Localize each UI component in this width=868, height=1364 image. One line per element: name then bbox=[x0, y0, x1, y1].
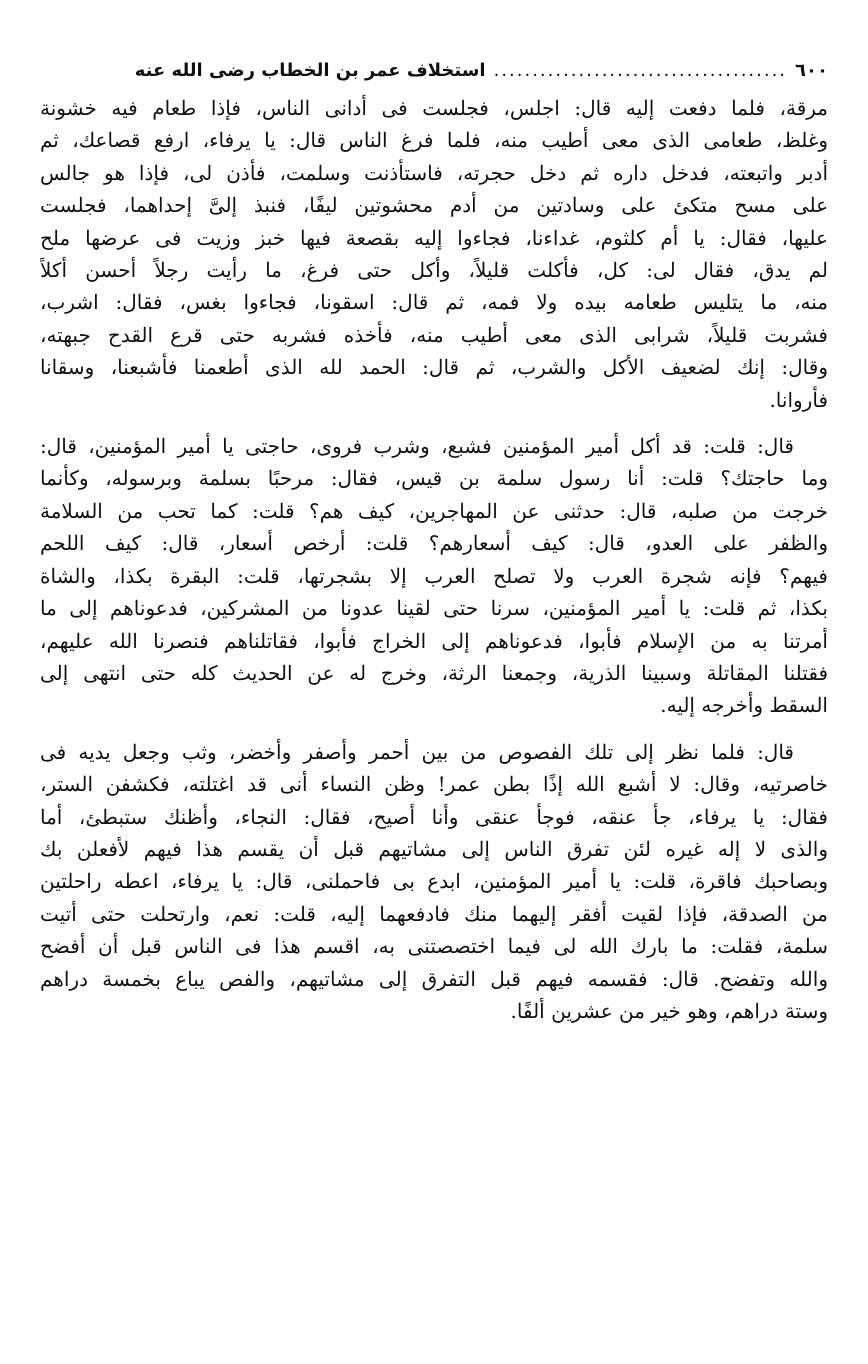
text-line: فأروانا. bbox=[769, 387, 828, 412]
page-body bbox=[40, 92, 828, 1027]
text-line: أدبر واتبعته، فدخل داره ثم دخل حجرته، فاستأذنت وسلمت، فأذن لى، فإذا هو جالس bbox=[40, 160, 828, 185]
text-line: فقال: يا يرفاء، جأ عنقه، فوجأ عنقى وأنا أصيح، فقال: النجاء، وأظنك ستبطئ، أما bbox=[40, 804, 828, 829]
text-line: وغلظ، طعامى الذى معى أطيب منه، فلما فرغ الناس قال: يا يرفاء، ارفع قصاعك، ثم bbox=[40, 128, 828, 153]
text-line: قال: فلما نظر إلى تلك الفصوص من بين أحمر وأصفر وأخضر، وثب وجعل يديه فى bbox=[40, 739, 794, 764]
text-line: وبصاحبك فاقرة، قلت: يا أمير المؤمنين، ابدع بى فاحملنى، قال: يا يرفاء، اعطه راحلتين bbox=[40, 869, 828, 894]
text-line: قال: قلت: قد أكل أمير المؤمنين فشبع، وشرب فروى، حاجتى يا أمير المؤمنين، قال: bbox=[40, 434, 794, 459]
header-leader-dots: ...................................... bbox=[493, 60, 788, 81]
text-line: وقال: إنك لضعيف الأكل والشرب، ثم قال: الحمد لله الذى أطعمنا فأشبعنا، وسقانا bbox=[40, 355, 828, 380]
text-line: والله وتفضح. قال: فقسمه فيهم قبل التفرق إلى مشاتيهم، والفص يباع بخمسة دراهم bbox=[40, 966, 828, 991]
paragraph-1 bbox=[40, 92, 828, 416]
text-line: مرقة، فلما دفعت إليه قال: اجلس، فجلست فى أدانى الناس، فإذا طعام فيه خشونة bbox=[40, 96, 828, 120]
paragraph-2 bbox=[40, 430, 828, 722]
text-line: فيهم؟ فإنه شجرة العرب ولا تصلح العرب إلا بشجرتها، قلت: البقرة بكذا، والشاة bbox=[40, 563, 828, 588]
text-line: بكذا، ثم قلت: يا أمير المؤمنين، سرنا حتى لقينا عدونا من المشركين، فدعوناهم إلى ما bbox=[40, 596, 828, 621]
text-line: خاصرتيه، وقال: لا أشبع الله إذًا بطن عمر! وظن النساء أنى قد اغتلته، فكشفن الستر، bbox=[40, 772, 828, 797]
text-line: عليها، فقال: يا أم كلثوم، غداءنا، فجاءوا إليه بقصعة فيها خبز وزيت فى عرضها ملح bbox=[40, 225, 828, 250]
text-line: على مسح متكئ على وسادتين من أدم محشوتين ليفًا، فنبذ إلىَّ إحداهما، فجلست bbox=[40, 193, 828, 218]
text-line: منه، ما يتليس طعامه بيده ولا فمه، ثم قال: اسقونا، فجاءوا بغس، فقال: اشرب، bbox=[40, 290, 828, 315]
text-line: لم يدق، فقال لى: كل، فأكلت قليلاً، وأكل حتى فرغ، ما رأيت رجلاً أحسن أكلاً bbox=[40, 258, 828, 283]
text-line: سلمة، فقلت: ما بارك الله لى فيما اختصصتنى به، اقسم هذا فى الناس قبل أن أفضح bbox=[40, 934, 828, 959]
chapter-title: استخلاف عمر بن الخطاب رضى الله عنه bbox=[134, 60, 486, 81]
paragraph-3 bbox=[40, 736, 828, 1028]
text-line: فشربت قليلاً، شرابى الذى معى أطيب منه، فأخذه فشربه حتى قرع القدح جبهته، bbox=[40, 322, 828, 347]
text-line: والذى لا إله غيره لئن تفرق الناس إلى مشاتيهم قبل أن يقسم هذا فيهم لأفعلن بك bbox=[40, 836, 828, 861]
text-line: أمرتنا به من الإسلام فأبوا، فدعوناهم إلى الخراج فأبوا، فقاتلناهم فنصرنا الله عليهم، bbox=[40, 628, 828, 653]
text-line: خرجت من صلبه، قال: حدثنى عن المهاجرين، كيف هم؟ قلت: كما تحب من السلامة bbox=[40, 498, 828, 523]
text-line: وستة دراهم، وهو خير من عشرين ألفًا. bbox=[510, 998, 828, 1023]
page-number: ٦٠٠ bbox=[795, 60, 828, 81]
text-line: السقط وأخرجه إليه. bbox=[660, 693, 828, 718]
text-line: من الصدقة، فإذا لقيت أفقر إليهما منك فادفعهما إليه، قلت: نعم، وارتحلت حتى أتيت bbox=[40, 901, 828, 926]
running-header bbox=[40, 58, 828, 84]
text-line: والظفر على العدو، قال: كيف أسعارهم؟ قلت: أرخص أسعار، قال: كيف اللحم bbox=[40, 531, 828, 556]
text-line: وما حاجتك؟ قلت: أنا رسول سلمة بن قيس، فقال: مرحبًا بسلمة وبرسوله، وكأنما bbox=[40, 466, 828, 491]
text-line: فقتلنا المقاتلة وسبينا الذرية، وجمعنا الرثة، وخرج له عن الحديث كله حتى انتهى إلى bbox=[40, 660, 828, 685]
